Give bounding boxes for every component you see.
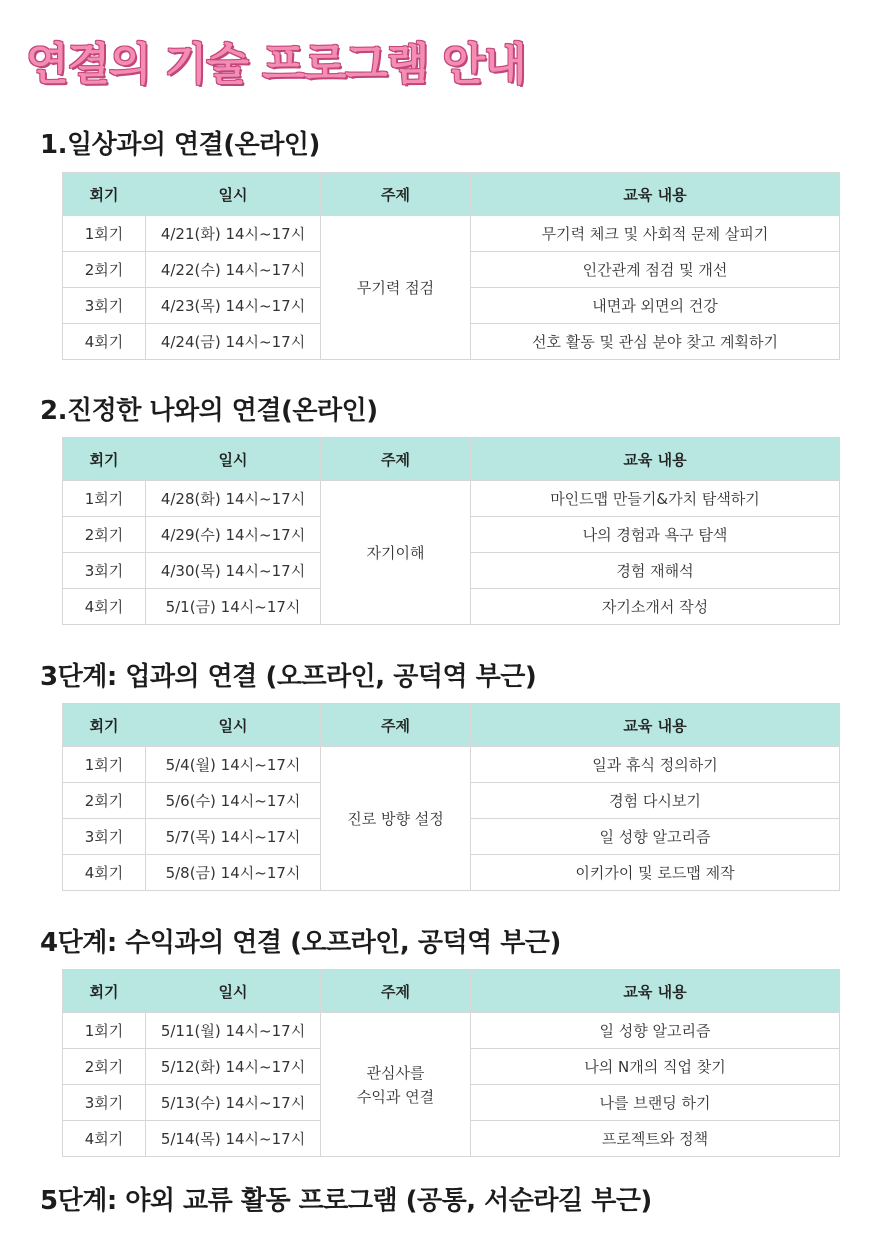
schedule-table-1: [62, 172, 840, 360]
schedule-table-2: [62, 437, 840, 625]
header-content: 교육 내용: [471, 970, 840, 1013]
section-title-5: 5단계: 야외 교류 활동 프로그램 (공통, 서순라길 부근): [40, 1186, 652, 1216]
datetime-cell: 5/13(수) 14시~17시: [146, 1085, 321, 1121]
datetime-cell: 4/28(화) 14시~17시: [146, 481, 321, 517]
table-row: [63, 216, 840, 252]
topic-cell: [321, 747, 471, 891]
session-cell: 4회기: [63, 855, 146, 891]
topic-cell: [321, 1013, 471, 1157]
datetime-cell: 4/29(수) 14시~17시: [146, 517, 321, 553]
datetime-cell: 4/23(목) 14시~17시: [146, 288, 321, 324]
table-header-row: [63, 438, 840, 481]
section-title-3: 3단계: 업과의 연결 (오프라인, 공덕역 부근): [40, 662, 537, 692]
session-cell: 1회기: [63, 481, 146, 517]
table-header-row: [63, 970, 840, 1013]
datetime-cell: 5/8(금) 14시~17시: [146, 855, 321, 891]
datetime-cell: 4/21(화) 14시~17시: [146, 216, 321, 252]
datetime-cell: 4/30(목) 14시~17시: [146, 553, 321, 589]
header-content: 교육 내용: [471, 704, 840, 747]
topic-line: 진로 방향 설정: [347, 809, 444, 828]
session-cell: 3회기: [63, 819, 146, 855]
header-datetime: 일시: [146, 970, 321, 1013]
datetime-cell: 5/4(월) 14시~17시: [146, 747, 321, 783]
datetime-cell: 5/12(화) 14시~17시: [146, 1049, 321, 1085]
content-cell: 이키가이 및 로드맵 제작: [471, 855, 840, 891]
section-title-4: 4단계: 수익과의 연결 (오프라인, 공덕역 부근): [40, 928, 561, 958]
content-cell: 무기력 체크 및 사회적 문제 살피기: [471, 216, 840, 252]
content-cell: 경험 다시보기: [471, 783, 840, 819]
content-cell: 나를 브랜딩 하기: [471, 1085, 840, 1121]
datetime-cell: 5/14(목) 14시~17시: [146, 1121, 321, 1157]
datetime-cell: 4/24(금) 14시~17시: [146, 324, 321, 360]
content-cell: 프로젝트와 정책: [471, 1121, 840, 1157]
session-cell: 2회기: [63, 252, 146, 288]
table-header-row: [63, 704, 840, 747]
page-title: 연결의 기술 프로그램 안내: [26, 39, 526, 90]
section-title-2: 2.진정한 나와의 연결(온라인): [40, 396, 378, 426]
topic-line: 자기이해: [366, 543, 425, 562]
session-cell: 4회기: [63, 1121, 146, 1157]
content-cell: 마인드맵 만들기&가치 탐색하기: [471, 481, 840, 517]
header-topic: 주제: [321, 173, 471, 216]
header-datetime: 일시: [146, 438, 321, 481]
session-cell: 4회기: [63, 589, 146, 625]
table-header-row: [63, 173, 840, 216]
header-session: 회기: [63, 704, 146, 747]
content-cell: 자기소개서 작성: [471, 589, 840, 625]
header-topic: 주제: [321, 438, 471, 481]
session-cell: 2회기: [63, 517, 146, 553]
topic-line: 관심사를: [366, 1063, 425, 1082]
session-cell: 1회기: [63, 216, 146, 252]
session-cell: 3회기: [63, 553, 146, 589]
content-cell: 선호 활동 및 관심 분야 찾고 계획하기: [471, 324, 840, 360]
content-cell: 나의 N개의 직업 찾기: [471, 1049, 840, 1085]
session-cell: 1회기: [63, 1013, 146, 1049]
content-cell: 경험 재해석: [471, 553, 840, 589]
header-topic: 주제: [321, 970, 471, 1013]
datetime-cell: 5/6(수) 14시~17시: [146, 783, 321, 819]
content-cell: 내면과 외면의 건강: [471, 288, 840, 324]
topic-cell: [321, 481, 471, 625]
content-cell: 일 성향 알고리즘: [471, 1013, 840, 1049]
datetime-cell: 5/11(월) 14시~17시: [146, 1013, 321, 1049]
topic-line: 수익과 연결: [356, 1087, 435, 1106]
header-datetime: 일시: [146, 704, 321, 747]
header-datetime: 일시: [146, 173, 321, 216]
header-session: 회기: [63, 970, 146, 1013]
schedule-table-4: [62, 969, 840, 1157]
topic-line: 무기력 점검: [356, 278, 435, 297]
content-cell: 나의 경험과 욕구 탐색: [471, 517, 840, 553]
header-session: 회기: [63, 173, 146, 216]
table-row: [63, 481, 840, 517]
section-title-1: 1.일상과의 연결(온라인): [40, 130, 320, 160]
content-cell: 일과 휴식 정의하기: [471, 747, 840, 783]
table-row: [63, 747, 840, 783]
datetime-cell: 5/7(목) 14시~17시: [146, 819, 321, 855]
header-topic: 주제: [321, 704, 471, 747]
header-session: 회기: [63, 438, 146, 481]
topic-cell: [321, 216, 471, 360]
header-content: 교육 내용: [471, 438, 840, 481]
schedule-table-3: [62, 703, 840, 891]
session-cell: 2회기: [63, 1049, 146, 1085]
content-cell: 일 성향 알고리즘: [471, 819, 840, 855]
session-cell: 3회기: [63, 288, 146, 324]
session-cell: 4회기: [63, 324, 146, 360]
session-cell: 3회기: [63, 1085, 146, 1121]
content-cell: 인간관계 점검 및 개선: [471, 252, 840, 288]
session-cell: 1회기: [63, 747, 146, 783]
table-row: [63, 1013, 840, 1049]
header-content: 교육 내용: [471, 173, 840, 216]
datetime-cell: 5/1(금) 14시~17시: [146, 589, 321, 625]
datetime-cell: 4/22(수) 14시~17시: [146, 252, 321, 288]
session-cell: 2회기: [63, 783, 146, 819]
